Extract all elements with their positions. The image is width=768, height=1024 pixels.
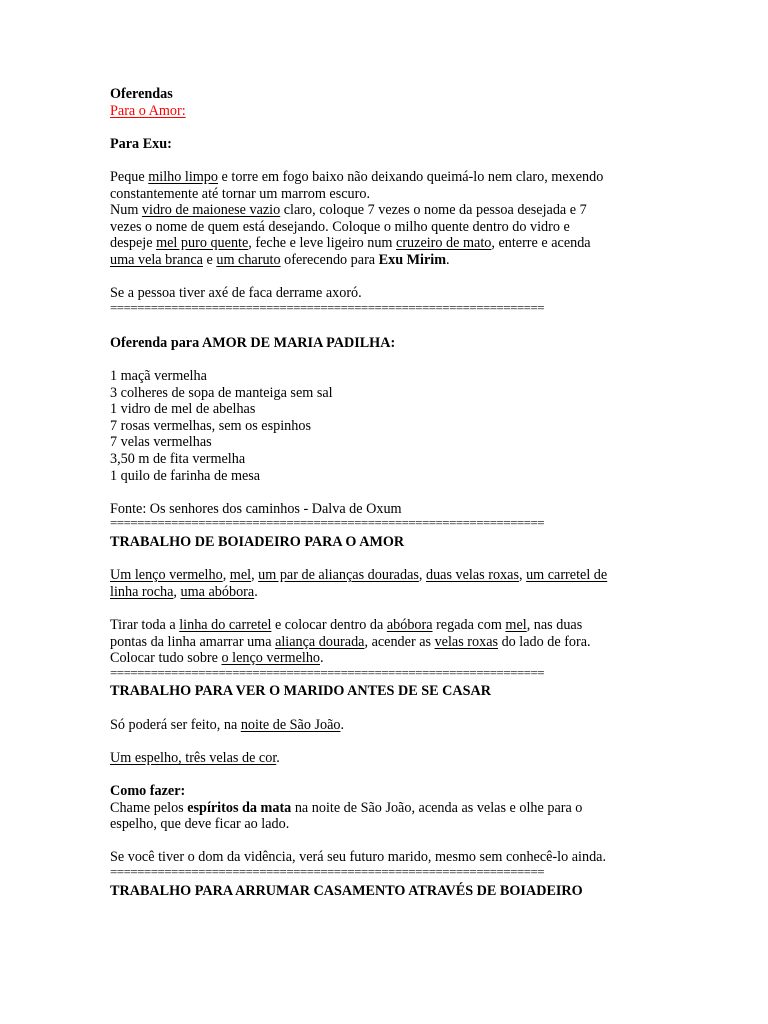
underlined-text: o lenço vermelho — [221, 650, 321, 667]
underlined-text: vidro de maionese vazio — [141, 202, 281, 219]
paragraph-line — [110, 252, 670, 269]
paragraph-line: vezes o nome de quem está desejando. Coloque o milho quente dentro do vidro e — [110, 218, 570, 235]
text: do lado de fora. — [498, 633, 591, 650]
text: e torre em fogo baixo não deixando queimá-lo nem claro, mexendo — [218, 168, 604, 185]
underlined-text: um charuto — [216, 251, 281, 268]
section-heading: TRABALHO DE BOIADEIRO PARA O AMOR — [110, 534, 405, 551]
text: e colocar dentro da — [271, 617, 387, 633]
text: . — [254, 583, 258, 600]
separator-line: ================================================================ — [110, 666, 545, 680]
page-title: Oferendas — [110, 86, 173, 102]
paragraph-line — [110, 169, 670, 186]
ingredient-item: 1 vidro de mel de abelhas — [110, 401, 256, 418]
ingredient-item: 1 quilo de farinha de mesa — [110, 467, 261, 484]
text: oferecendo para — [280, 251, 379, 268]
bold-text: espíritos da mata — [187, 799, 292, 816]
underlined-text: linha rocha — [110, 583, 174, 600]
text: . — [320, 650, 324, 667]
text: . — [340, 716, 345, 733]
subtitle-line — [110, 103, 670, 120]
subtitle-link[interactable]: Para o Amor: — [110, 102, 186, 119]
separator-line: ================================================================ — [110, 865, 545, 879]
text: e — [202, 251, 217, 268]
underlined-text: cruzeiro de mato — [396, 235, 492, 252]
bold-text: Exu Mirim — [378, 251, 447, 268]
text: , — [251, 567, 259, 584]
underlined-text: uma abóbora — [180, 583, 255, 600]
source-line: Fonte: Os senhores dos caminhos - Dalva de Oxum — [110, 500, 402, 517]
underlined-text: abóbora — [386, 617, 433, 633]
underlined-text: mel puro quente — [156, 235, 249, 252]
text: , nas duas — [526, 617, 583, 633]
text: Peque — [110, 168, 149, 185]
paragraph-line — [110, 584, 670, 601]
paragraph-line — [110, 650, 670, 667]
text: despeje — [110, 235, 157, 252]
paragraph-line — [110, 235, 670, 252]
text: , — [173, 583, 181, 600]
paragraph-line: Se você tiver o dom da vidência, verá seu futuro marido, mesmo sem conhecê-lo ainda. — [110, 849, 607, 866]
how-to-label: Como fazer: — [110, 782, 186, 799]
paragraph-line — [110, 634, 670, 651]
underlined-text: uma vela branca — [110, 251, 203, 268]
underlined-text: milho limpo — [148, 168, 218, 185]
separator-line: ================================================================ — [110, 301, 545, 315]
text: pontas da linha amarrar uma — [110, 633, 276, 650]
text: Chame pelos — [110, 799, 188, 816]
underlined-text: aliança dourada — [275, 633, 365, 650]
text: , — [418, 567, 426, 584]
text: Tirar toda a — [110, 617, 180, 633]
underlined-text: linha do carretel — [179, 617, 272, 633]
paragraph-line — [110, 617, 670, 634]
underlined-text: duas velas roxas — [425, 567, 519, 584]
underlined-text: velas roxas — [434, 633, 499, 650]
paragraph-line — [110, 750, 670, 767]
underlined-text: mel — [229, 567, 252, 584]
text: , — [518, 567, 527, 584]
separator-line: ================================================================ — [110, 517, 545, 531]
section-heading: TRABALHO PARA VER O MARIDO ANTES DE SE CASAR — [110, 683, 492, 700]
ingredient-item: 7 velas vermelhas — [110, 434, 212, 451]
underlined-text: Um lenço vermelho — [110, 567, 223, 584]
underlined-text: Um espelho, três velas de cor — [110, 749, 277, 766]
underlined-text: noite de São João — [240, 716, 341, 733]
text: claro, coloque 7 vezes o nome da pessoa desejada e 7 — [280, 202, 587, 219]
text: Num — [110, 202, 142, 219]
text: na noite de São João, acenda as velas e olhe para o — [291, 799, 583, 816]
paragraph-line — [110, 800, 670, 817]
paragraph-line — [110, 567, 670, 584]
text: regada com — [432, 617, 506, 633]
paragraph-line: Se a pessoa tiver axé de faca derrame axoró. — [110, 285, 362, 302]
paragraph-line — [110, 202, 670, 219]
text: , enterre e acenda — [491, 235, 591, 252]
text: , feche e leve ligeiro num — [248, 235, 397, 252]
paragraph-line — [110, 717, 670, 734]
section-heading: Oferenda para AMOR DE MARIA PADILHA: — [110, 334, 396, 351]
ingredient-item: 3,50 m de fita vermelha — [110, 451, 246, 468]
paragraph-line: espelho, que deve ficar ao lado. — [110, 816, 290, 833]
underlined-text: mel — [505, 617, 527, 633]
document-page — [110, 86, 670, 899]
underlined-text: um par de alianças douradas — [258, 567, 419, 584]
paragraph-line: constantemente até tornar um marrom escuro. — [110, 185, 371, 202]
ingredient-item: 1 maçã vermelha — [110, 368, 207, 385]
underlined-text: um carretel de — [526, 567, 608, 584]
text: . — [446, 251, 450, 268]
ingredient-item: 3 colheres de sopa de manteiga sem sal — [110, 384, 333, 401]
section-heading: Para Exu: — [110, 135, 172, 152]
text: , — [222, 567, 230, 584]
text: Colocar tudo sobre — [110, 650, 222, 667]
text: Só poderá ser feito, na — [110, 716, 241, 733]
ingredient-item: 7 rosas vermelhas, sem os espinhos — [110, 417, 311, 434]
section-heading: TRABALHO PARA ARRUMAR CASAMENTO ATRAVÉS DE BOIADEIRO — [110, 882, 583, 899]
text: , acender as — [364, 633, 435, 650]
text: . — [276, 749, 280, 766]
